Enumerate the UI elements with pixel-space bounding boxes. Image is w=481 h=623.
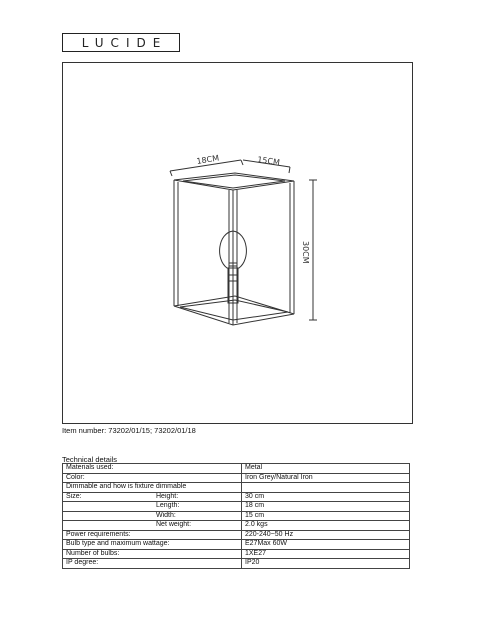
lamp-technical-drawing [63,63,412,423]
spec-label [63,521,154,531]
dim-label-width: 15CM [256,155,281,168]
spec-label: Color: [63,473,154,483]
spec-value: 2.0 kgs [242,521,410,531]
spec-label [63,511,154,521]
spec-row [63,530,410,540]
spec-row [63,473,410,483]
spec-sublabel: Length: [153,502,242,512]
spec-value: 18 cm [242,502,410,512]
spec-sublabel [153,473,242,483]
spec-row [63,464,410,474]
spec-label: Number of bulbs: [63,549,154,559]
dim-label-height: 30CM [301,241,310,264]
spec-row [63,511,410,521]
dim-label-length: 18CM [195,153,220,166]
spec-value: E27Max 60W [242,540,410,550]
spec-row [63,559,410,569]
spec-sublabel: Net weight: [153,521,242,531]
spec-row [63,549,410,559]
spec-value: Metal [242,464,410,474]
spec-row [63,521,410,531]
technical-details-table [62,463,410,569]
spec-row [63,483,410,493]
spec-sublabel [153,559,242,569]
spec-label: Dimmable and how is fixture dimmable [63,483,154,493]
spec-row [63,540,410,550]
spec-sublabel [153,530,242,540]
spec-label: IP degree: [63,559,154,569]
spec-label: Bulb type and maximum wattage: [63,540,154,550]
product-drawing-frame [62,62,413,424]
spec-value: 30 cm [242,492,410,502]
technical-details-heading: Technical details [62,455,118,464]
spec-sublabel [153,549,242,559]
spec-value: 220-240~50 Hz [242,530,410,540]
spec-sublabel [153,464,242,474]
spec-value: 15 cm [242,511,410,521]
spec-value [242,483,410,493]
spec-value: IP20 [242,559,410,569]
spec-label [63,502,154,512]
spec-value: Iron Grey/Natural Iron [242,473,410,483]
spec-label: Size: [63,492,154,502]
item-number-line: Item number: 73202/01/15; 73202/01/18 [62,426,196,435]
spec-row [63,502,410,512]
spec-sublabel: Width: [153,511,242,521]
spec-row [63,492,410,502]
spec-sublabel: Height: [153,492,242,502]
spec-value: 1XE27 [242,549,410,559]
spec-label: Power requirements: [63,530,154,540]
spec-label: Materials used: [63,464,154,474]
brand-logo: LUCIDE [62,33,180,52]
